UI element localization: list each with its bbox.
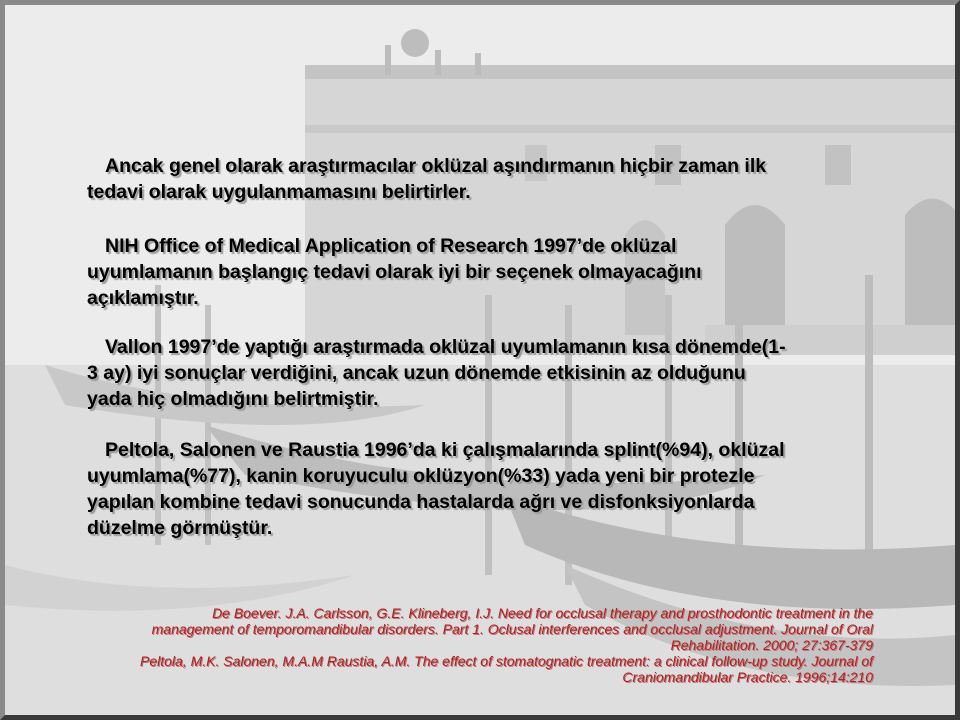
paragraph-nih-report: NIH Office of Medical Application of Research 1997’de oklüzal uyumlamanın başlangıç tedavi olarak iyi bir seçenek olmayacağını açıklamıştır. <box>87 235 702 309</box>
paragraph-peltola-study: Peltola, Salonen ve Raustia 1996’da ki çalışmalarında splint(%94), oklüzal uyumlama(%77), kanin koruyuculu oklüzyon(%33) yada yeni bir protezle yapılan kombine tedavi sonucunda hastalarda ağrı ve disfonksiyonlarda düzelme görmüştür. <box>87 439 785 539</box>
reference-peltola: Peltola, M.K. Salonen, M.A.M Raustia, A.M. The effect of stomatognatic treatment: a clinical follow-up study. Journal of Craniomandibular Practice. 1996;14:210 <box>140 653 873 685</box>
paragraph-vallon-study: Vallon 1997’de yaptığı araştırmada oklüzal uyumlamanın kısa dönemde(1-3 ay) iyi sonuçlar verdiğini, ancak uzun dönemde etkisinin az olduğunu yada hiç olmadığını belirtmiştir. <box>87 336 786 410</box>
paragraph-occlusal-grinding: Ancak genel olarak araştırmacılar oklüzal aşındırmanın hiçbir zaman ilk tedavi olarak uygulanmamasını belirtirler. <box>87 155 767 203</box>
reference-de-boever: De Boever. J.A. Carlsson, G.E. Klineberg, I.J. Need for occlusal therapy and prosthodontic treatment in the management of temporomandibular disorders. Part 1. Oclusal interferences and occlusal adjustment. Journal of Oral Rehabilitation. 2000; 27:367-379 <box>151 605 873 653</box>
